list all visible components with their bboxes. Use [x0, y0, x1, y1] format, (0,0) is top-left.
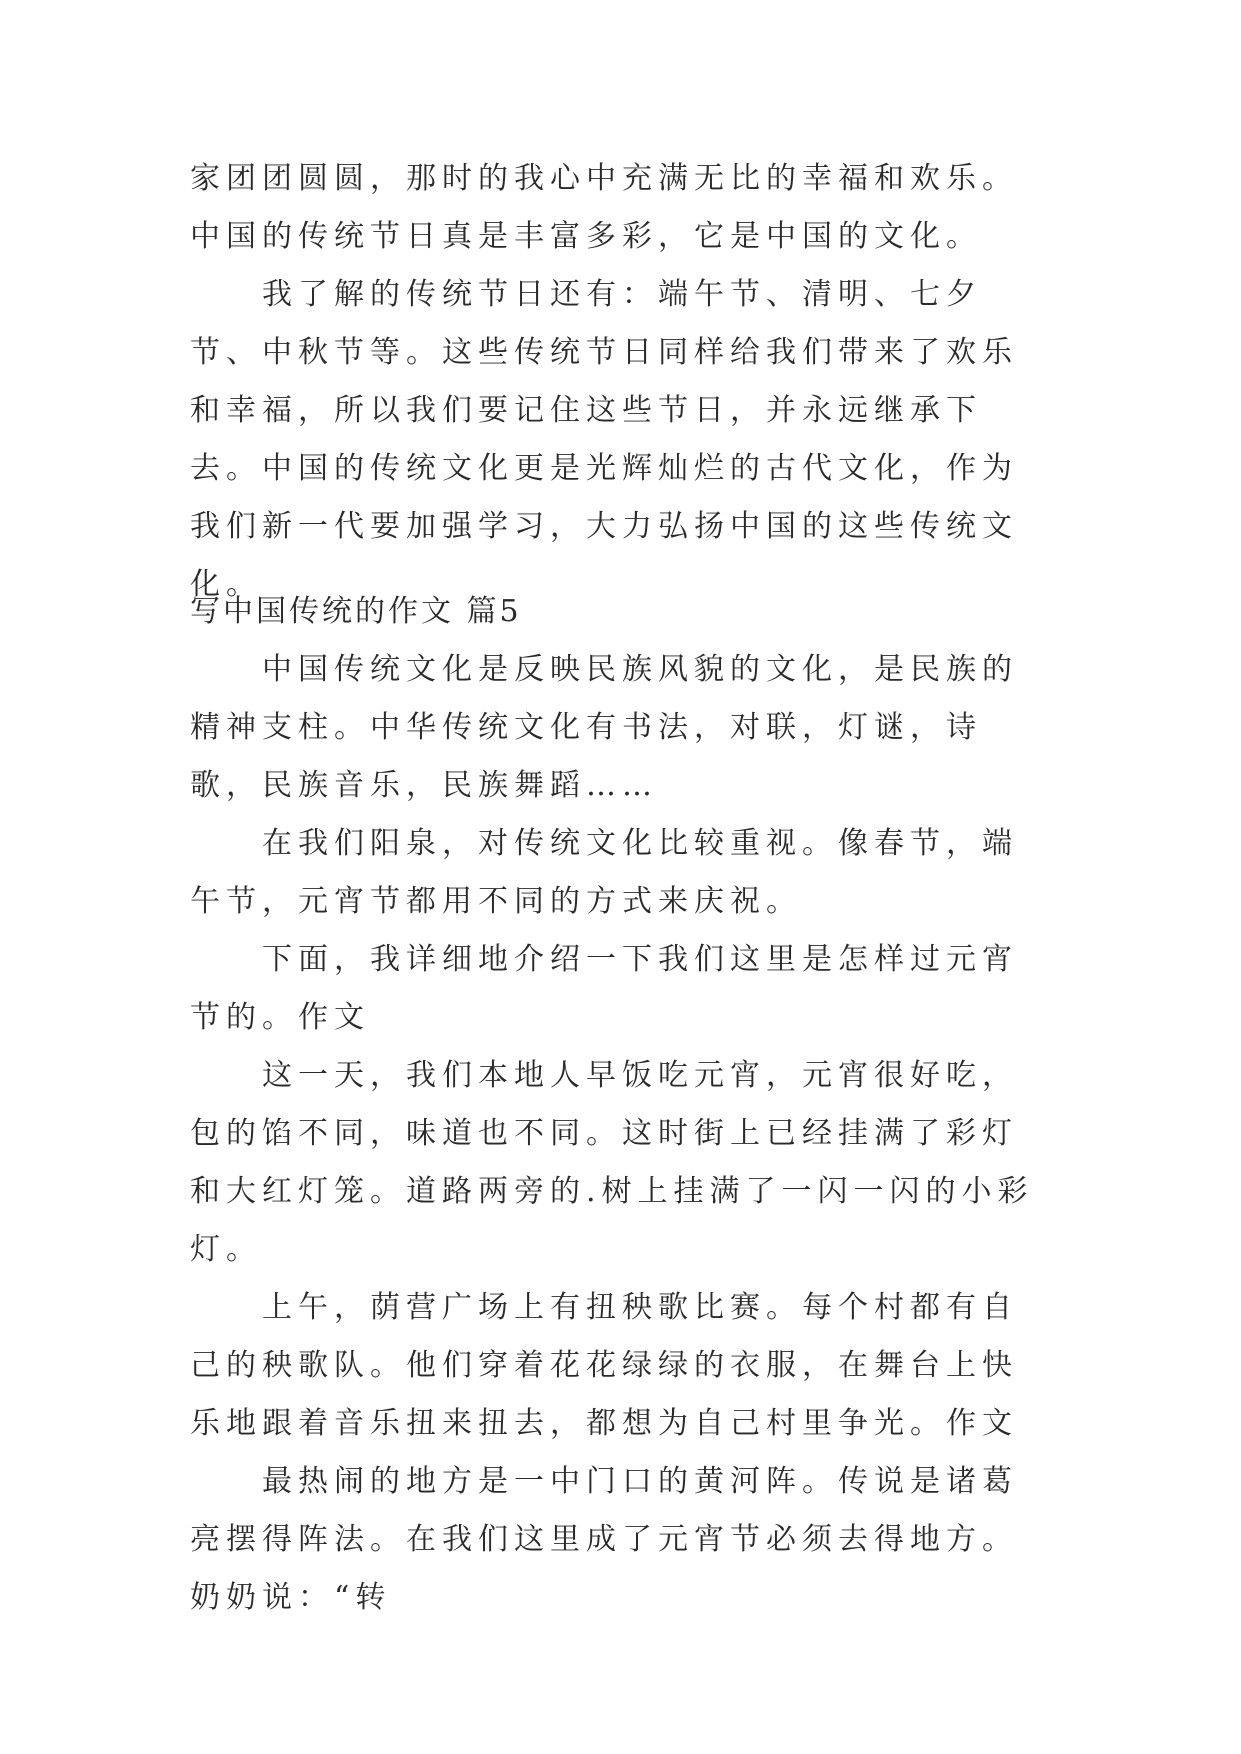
paragraph-breakfast: 这一天，我们本地人早饭吃元宵，元宵很好吃，包的馅不同，味道也不同。这时街上已经挂满了彩灯和大红灯笼。道路两旁的.树上挂满了一闪一闪的小彩灯。	[190, 1058, 1034, 1267]
paragraph-culture-intro: 中国传统文化是反映民族风貌的文化，是民族的精神支柱。中华传统文化有书法，对联，灯谜，诗歌，民族音乐，民族舞蹈……	[190, 652, 1018, 803]
paragraph-continuation: 家团团圆圆，那时的我心中充满无比的幸福和欢乐。中国的传统节日真是丰富多彩，它是中国的文化。	[190, 161, 1018, 254]
paragraph-yangquan: 在我们阳泉，对传统文化比较重视。像春节，端午节，元宵节都用不同的方式来庆祝。	[190, 826, 1018, 919]
paragraph-festivals: 我了解的传统节日还有：端午节、清明、七夕节、中秋节等。这些传统节日同样给我们带来了欢乐和幸福，所以我们要记住这些节日，并永远继承下去。中国的传统文化更是光辉灿烂的古代文化，作为我们新一代要加强学习，大力弘扬中国的这些传统文化。	[190, 277, 1018, 602]
section-title: 写中国传统的作文 篇5	[190, 594, 522, 629]
top-text-block	[190, 150, 1050, 614]
paragraph-yellow-river: 最热闹的地方是一中门口的黄河阵。传说是诸葛亮摆得阵法。在我们这里成了元宵节必须去得地方。奶奶说：“转	[190, 1464, 1018, 1615]
paragraph-lantern-intro: 下面，我详细地介绍一下我们这里是怎样过元宵节的。作文	[190, 942, 1018, 1035]
section-block	[190, 583, 1050, 1627]
paragraph-yangge: 上午，荫营广场上有扭秧歌比赛。每个村都有自己的秧歌队。他们穿着花花绿绿的衣服，在舞台上快乐地跟着音乐扭来扭去，都想为自己村里争光。作文	[190, 1290, 1018, 1441]
